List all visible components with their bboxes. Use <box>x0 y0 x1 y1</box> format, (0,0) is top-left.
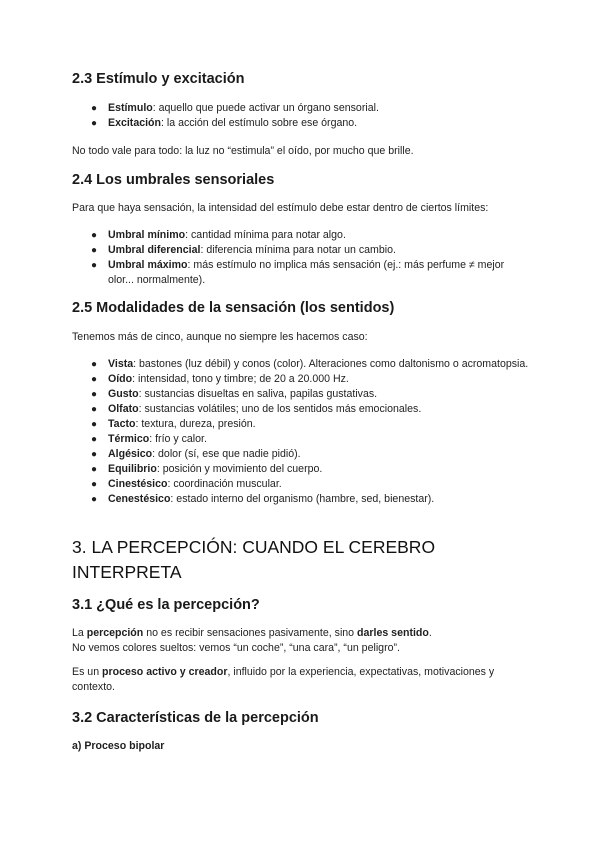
list-item: ● Estímulo: aquello que puede activar un órgano sensorial. <box>91 102 379 114</box>
list-item: ● Térmico: frío y calor. <box>91 433 207 445</box>
bullet-icon: ● <box>91 479 98 490</box>
list-item: ● Oído: intensidad, tono y timbre; de 20 a 20.000 Hz. <box>91 373 349 385</box>
bullet-icon: ● <box>91 449 98 460</box>
list-item: ● Cinestésico: coordinación muscular. <box>91 478 282 490</box>
bullet-icon: ● <box>91 494 98 505</box>
list-item: ● Olfato: sustancias volátiles; uno de los sentidos más emocionales. <box>91 403 422 415</box>
bullet-icon: ● <box>91 419 98 430</box>
paragraph: La percepción no es recibir sensaciones pasivamente, sino darles sentido. <box>72 627 432 639</box>
list-item: ● Equilibrio: posición y movimiento del cuerpo. <box>91 463 323 475</box>
list-item: ● Umbral diferencial: diferencia mínima para notar un cambio. <box>91 244 396 256</box>
bullet-icon: ● <box>91 103 98 114</box>
bullet-icon: ● <box>91 118 98 129</box>
section-heading-2-3: 2.3 Estímulo y excitación <box>72 71 245 87</box>
section-heading-2-4: 2.4 Los umbrales sensoriales <box>72 172 275 188</box>
subheading: a) Proceso bipolar <box>72 740 165 752</box>
list-item: ● Umbral máximo: más estímulo no implica más sensación (ej.: más perfume ≠ mejor olor... normalmente). <box>91 259 505 286</box>
bullet-icon: ● <box>91 260 98 271</box>
bullet-icon: ● <box>91 434 98 445</box>
section-heading-3-2: 3.2 Características de la percepción <box>72 710 319 726</box>
list-item: ● Vista: bastones (luz débil) y conos (color). Alteraciones como daltonismo o acromatopsia. <box>91 358 529 370</box>
paragraph: Tenemos más de cinco, aunque no siempre les hacemos caso: <box>72 331 368 343</box>
list-item: ● Cenestésico: estado interno del organismo (hambre, sed, bienestar). <box>91 493 435 505</box>
paragraph: Es un proceso activo y creador, influido por la experiencia, expectativas, motivaciones y contexto. <box>72 666 495 693</box>
bullet-icon: ● <box>91 389 98 400</box>
bullet-icon: ● <box>91 359 98 370</box>
bullet-icon: ● <box>91 404 98 415</box>
bullet-icon: ● <box>91 230 98 241</box>
paragraph: No todo vale para todo: la luz no “estimula” el oído, por mucho que brille. <box>72 145 414 157</box>
paragraph: Para que haya sensación, la intensidad del estímulo debe estar dentro de ciertos límites: <box>72 202 489 214</box>
list-item: ● Tacto: textura, dureza, presión. <box>91 418 256 430</box>
paragraph: No vemos colores sueltos: vemos “un coche”, “una cara”, “un peligro”. <box>72 642 400 654</box>
section-heading-3-1: 3.1 ¿Qué es la percepción? <box>72 597 260 613</box>
list-item: ● Algésico: dolor (sí, ese que nadie pidió). <box>91 448 301 460</box>
bullet-icon: ● <box>91 374 98 385</box>
list-2-4 <box>72 228 532 288</box>
chapter-heading-3: 3. LA PERCEPCIÓN: CUANDO EL CEREBRO INTERPRETA <box>72 537 436 582</box>
list-2-3 <box>72 101 532 131</box>
list-item: ● Excitación: la acción del estímulo sobre ese órgano. <box>91 117 358 129</box>
bullet-icon: ● <box>91 245 98 256</box>
list-item: ● Umbral mínimo: cantidad mínima para notar algo. <box>91 229 346 241</box>
list-item: ● Gusto: sustancias disueltas en saliva, papilas gustativas. <box>91 388 378 400</box>
bullet-icon: ● <box>91 464 98 475</box>
section-heading-2-5: 2.5 Modalidades de la sensación (los sentidos) <box>72 300 395 316</box>
list-2-5 <box>72 357 532 507</box>
